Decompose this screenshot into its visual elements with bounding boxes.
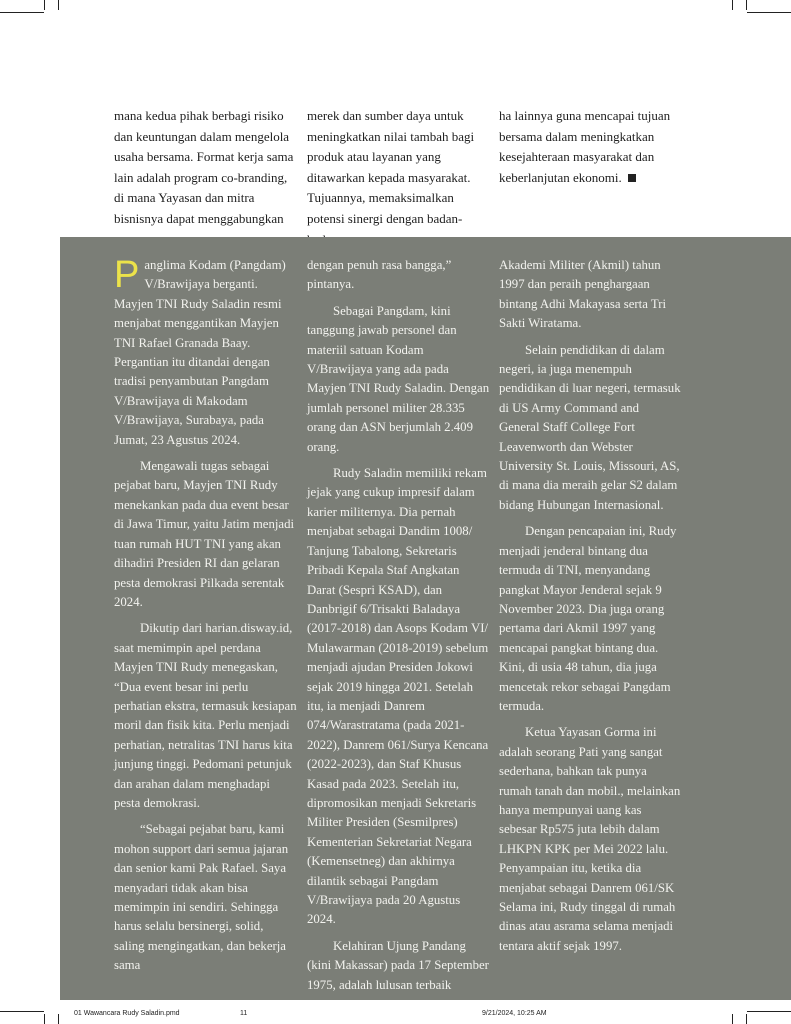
crop-mark — [746, 0, 747, 10]
top-column-1 — [114, 106, 294, 230]
crop-mark — [0, 12, 44, 13]
crop-mark — [746, 1014, 747, 1024]
crop-mark — [747, 12, 791, 13]
panel-paragraph: anglima Kodam (Pangdam) V/Brawijaya berganti. Mayjen TNI Rudy Saladin resmi menjabat menggantikan Mayjen TNI Rafael Granada Baay. Pergantian itu ditandai dengan tradisi penyambutan Pangdam V/Brawijaya di Makodam V/Brawijaya, Surabaya, pada Jumat, 23 Agustus 2024. — [114, 258, 286, 447]
crop-mark — [732, 0, 733, 10]
panel-paragraph: Sebagai Pangdam, kini tanggung jawab personel dan materiil satuan Kodam V/Brawijaya yang ada pada Mayjen TNI Rudy Saladin. Dengan jumlah personel militer 28.335 orang dan ASN berjumlah 2.409 orang. — [307, 303, 490, 454]
top-column-2-text: merek dan sumber daya untuk meningkatkan nilai tambah bagi produk atau layanan yang ditawarkan kepada masyarakat. Tujuannya, memaksimalkan potensi sinergi dengan badan- — [307, 108, 475, 226]
top-column-2 — [307, 106, 487, 250]
crop-mark — [58, 0, 59, 10]
panel-paragraph: Kelahiran Ujung Pandang (kini Makassar) pada 17 September 1975, adalah lulusan terbaik — [307, 938, 489, 992]
panel-paragraph: “Sebagai pejabat baru, kami mohon support dari semua jajaran dan senior kami Pak Rafael. Saya menyadari tidak akan bisa memimpin ini sendiri. Sehingga harus selalu bersinergi, solid, saling mengingatkan, dan bekerja sama — [114, 822, 289, 973]
top-column-3 — [499, 106, 679, 188]
end-of-article-mark — [628, 174, 636, 182]
panel-paragraph: Selain pendidikan di dalam negeri, ia juga menempuh pendidikan di luar negeri, termasuk di US Army Command and General Staff College Fort Leavenworth dan Webster University St. Louis, Missouri, AS, di mana dia meraih gelar S2 dalam bidang Hubungan Internasional. — [499, 342, 681, 512]
footer-page-number: 11 — [240, 1010, 248, 1017]
panel-column-2 — [307, 256, 490, 1002]
panel-paragraph: Dikutip dari harian.disway.id, saat memimpin apel perdana Mayjen TNI Rudy menegaskan, “Dua event besar ini perlu perhatian ekstra, termasuk kesiapan moril dan fisik kita. Perlu menjadi perhatian, netralitas TNI harus kita junjung tinggi. Pedomani petunjuk dan arahan dalam menghadapi pesta demokrasi. — [114, 621, 297, 810]
panel-paragraph: Dengan pencapaian ini, Rudy menjadi jenderal bintang dua termuda di TNI, menyandang pangkat Mayor Jenderal sejak 9 November 2023. Dia juga orang pertama dari Akmil 1997 yang mencapai pangkat bintang dua. Kini, di usia 48 tahun, dia juga mencetak rekor sebagai Pangdam termuda. — [499, 524, 677, 713]
panel-paragraph: dengan penuh rasa bangga,” pintanya. — [307, 258, 452, 292]
crop-mark — [44, 0, 45, 10]
panel-paragraph: Mengawali tugas sebagai pejabat baru, Mayjen TNI Rudy menekankan pada dua event besar di Jawa Timur, yaitu Jatim menjadi tuan rumah HUT TNI yang akan dihadiri Presiden RI dan gelaran pesta demokrasi Pilkada serentak 2024. — [114, 459, 295, 609]
footer-timestamp: 9/21/2024, 10:25 AM — [482, 1010, 547, 1017]
top-column-1-text: mana kedua pihak berbagi risiko dan keuntungan dalam mengelola usaha bersama. Format kerja sama lain adalah program co-branding, di mana Yayasan dan mitra bisnisnya dapat menggabungkan — [114, 108, 294, 226]
crop-mark — [747, 1011, 791, 1012]
drop-cap: P — [114, 254, 140, 296]
crop-mark — [0, 1011, 44, 1012]
panel-paragraph: Rudy Saladin memiliki rekam jejak yang cukup impresif dalam karier militernya. Dia pernah menjabat sebagai Dandim 1008/ Tanjung Tabalong, Sekretaris Pribadi Kepala Staf Angkatan Darat (Sespri KSAD), dan Danbrigif 6/Trisakti Baladaya (2017-2018) dan Asops Kodam VI/ Mulawarman (2018-2019) sebelum menjadi ajudan Presiden Jokowi sejak 2019 hingga 2021. Setelah itu, ia menjadi Danrem 074/Warastratama (pada 2021-2022), Danrem 061/Surya Kencana (2022-2023), dan Staf Khusus Kasad pada 2023. Setelah itu, dipromosikan menjadi Sekretaris Militer Presiden (Sesmilpres) Kementerian Sekretariat Negara (Kemensetneg) dan akhirnya dilantik sebagai Pangdam V/Brawijaya pada 20 Agustus 2024. — [307, 466, 489, 927]
crop-mark — [44, 1014, 45, 1024]
crop-mark — [732, 1014, 733, 1024]
footer-filename: 01 Wawancara Rudy Saladin.pmd — [74, 1010, 180, 1017]
panel-column-1 — [114, 256, 297, 983]
top-column-3-text: ha lainnya guna mencapai tujuan bersama dalam meningkatkan kesejahteraan masyarakat dan keberlanjutan ekonomi. — [499, 108, 671, 185]
panel-paragraph: Akademi Militer (Akmil) tahun 1997 dan peraih penghargaan bintang Adhi Makayasa serta Tri Sakti Wiratama. — [499, 258, 667, 331]
crop-mark — [58, 1014, 59, 1024]
panel-column-3 — [499, 256, 682, 963]
panel-paragraph: Ketua Yayasan Gorma ini adalah seorang Pati yang sangat sederhana, bahkan tak punya rumah tanah dan mobil., melainkan hanya mempunyai uang kas sebesar Rp575 juta lebih dalam LHKPN KPK per Mei 2022 lalu. Penyampaian itu, ketika dia menjabat sebagai Danrem 061/SK Selama ini, Rudy tinggal di rumah dinas atau asrama selama menjadi tentara aktif sejak 1997. — [499, 725, 681, 953]
